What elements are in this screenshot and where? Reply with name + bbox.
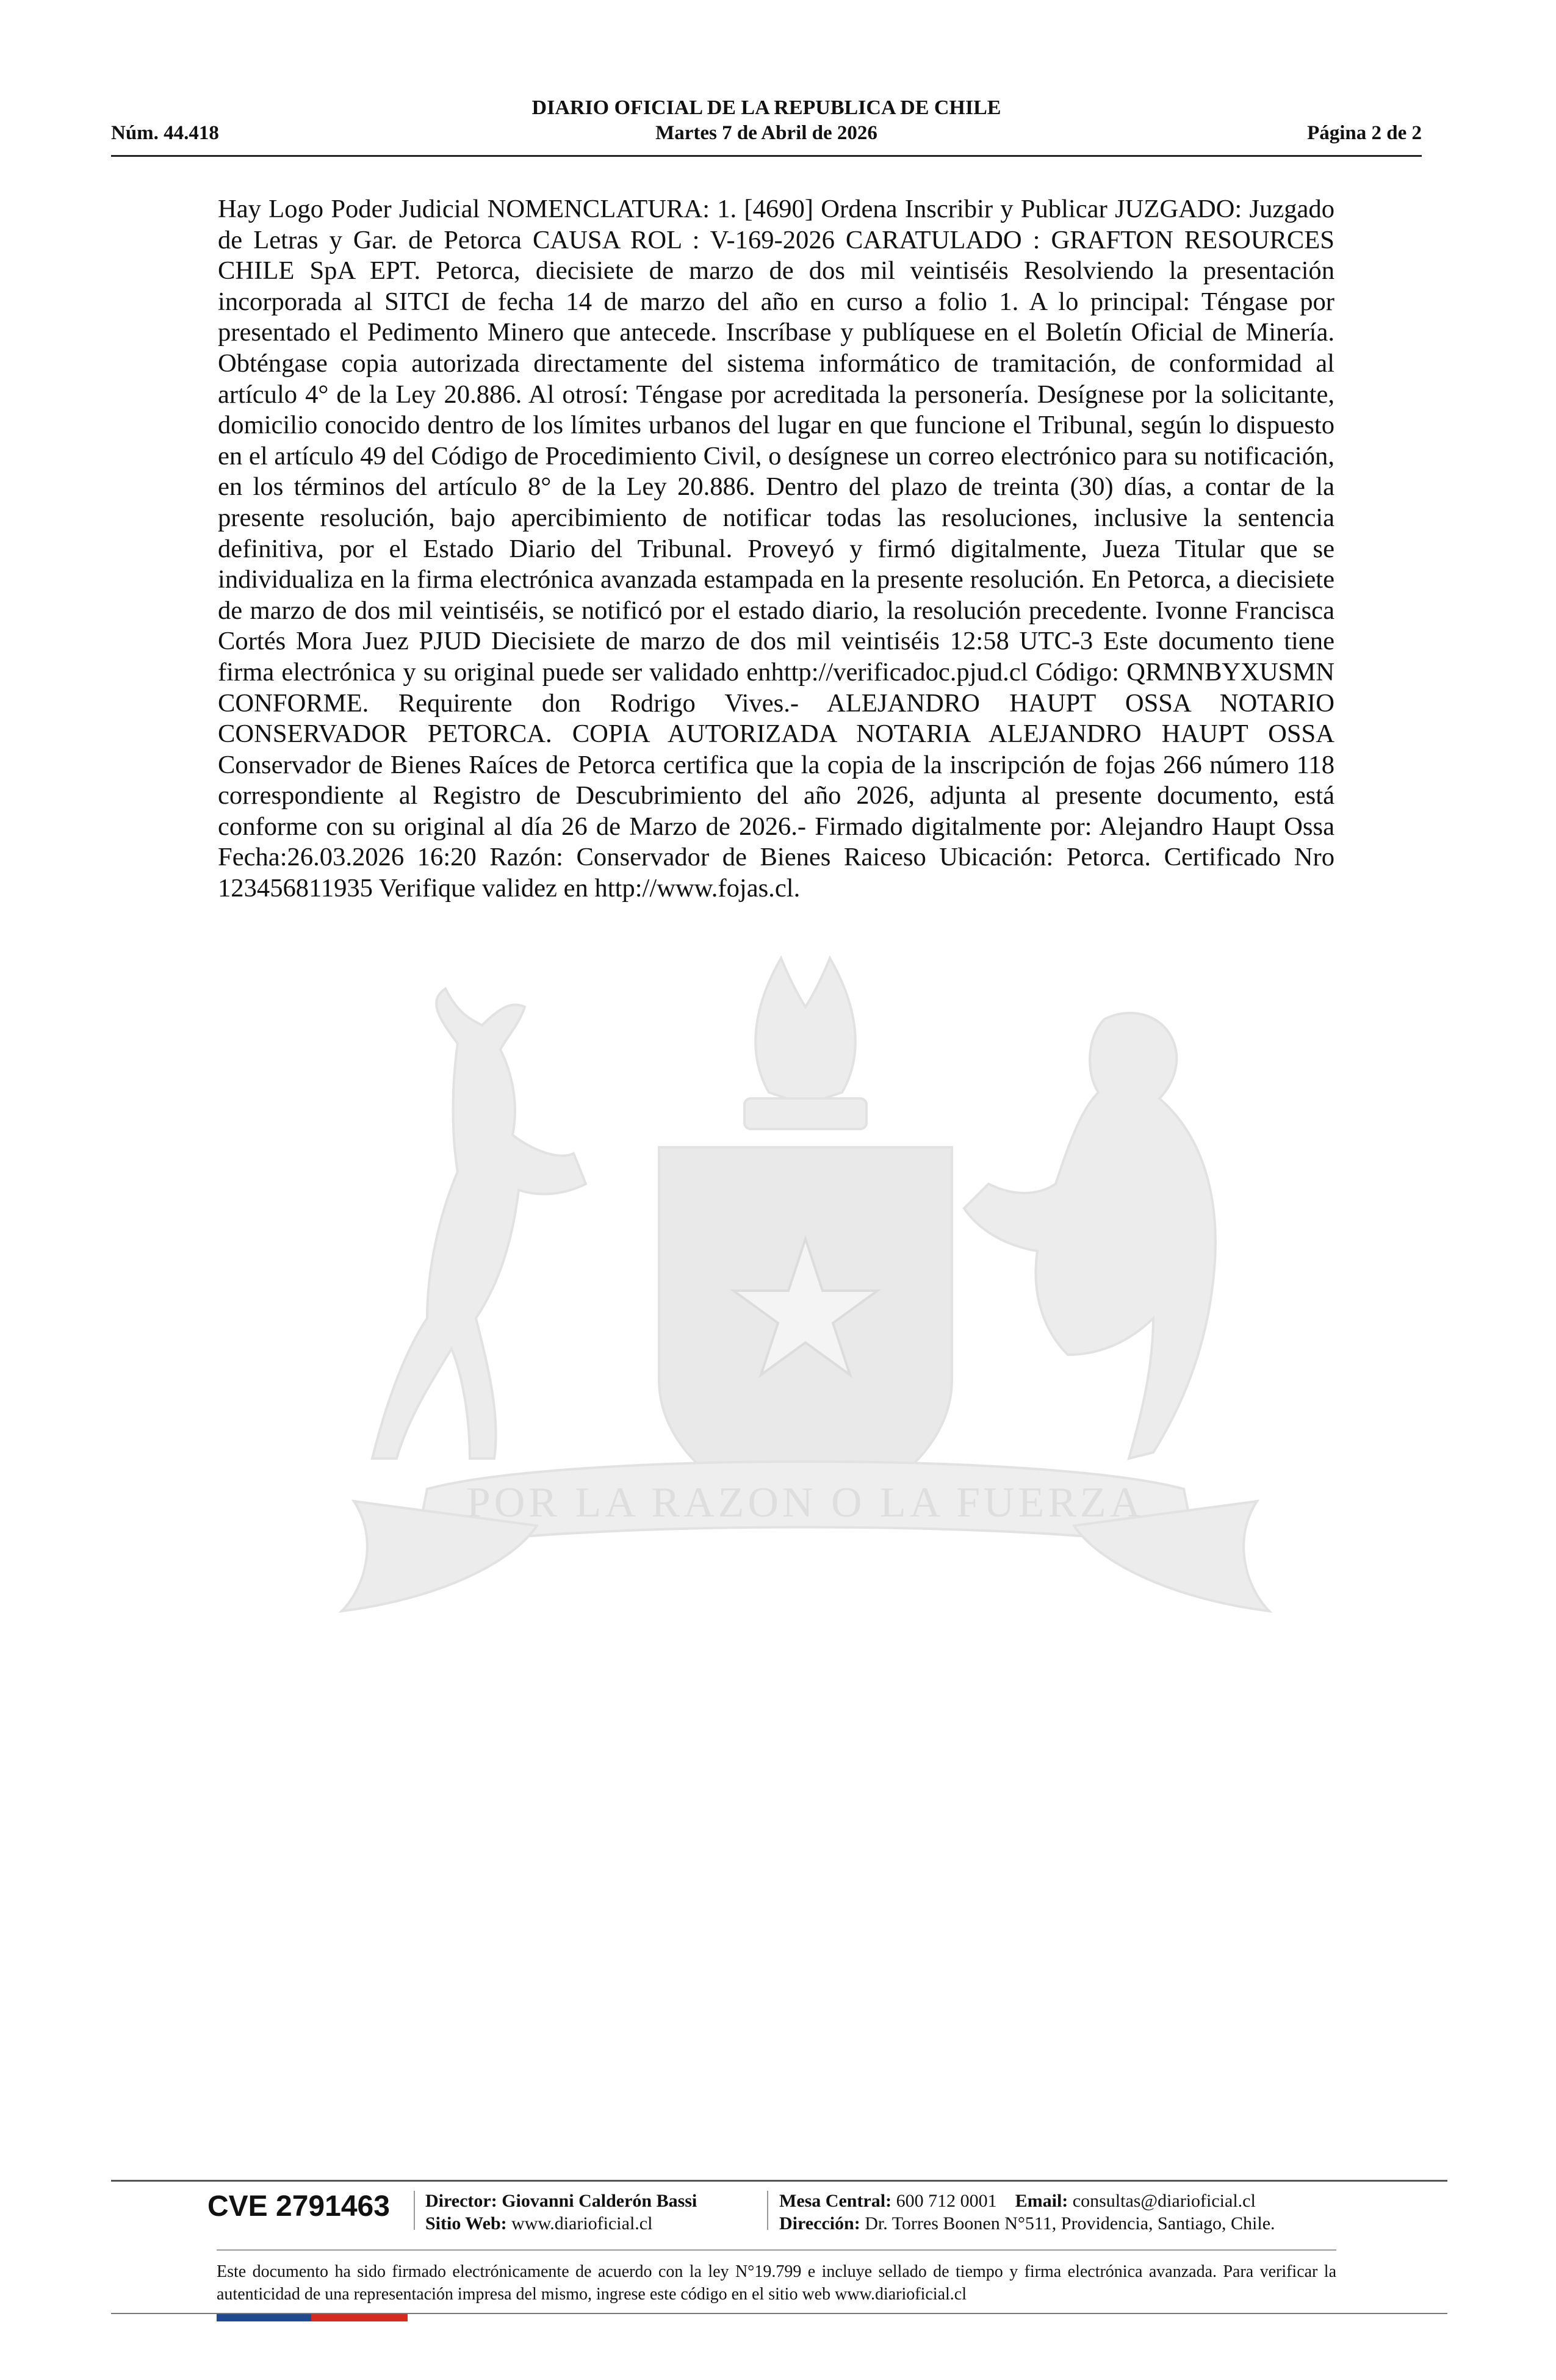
coat-of-arms-watermark [317, 952, 1294, 1654]
footer-separator [767, 2191, 768, 2230]
signature-note: Este documento ha sido firmado electrónicamente de acuerdo con la ley N°19.799 e incluye sellado de tiempo y firma electrónica avanzada. Para verificar la autenticidad de una representación impresa del mismo, ingrese este código en el sitio web www.diarioficial.cl [217, 2262, 1336, 2304]
header-divider [111, 155, 1422, 157]
address-label: Dirección: [779, 2213, 860, 2234]
director-label: Director: [425, 2191, 497, 2211]
cve-code: CVE 2791463 [207, 2190, 390, 2223]
footer-director-block [425, 2190, 697, 2235]
page-header [111, 92, 1422, 157]
footer-separator [414, 2191, 415, 2230]
newspaper-title: DIARIO OFICIAL DE LA REPUBLICA DE CHILE [531, 96, 1001, 119]
coat-of-arms-motto: POR LA RAZON O LA FUERZA [466, 1479, 1145, 1526]
footer-top-divider [111, 2180, 1447, 2182]
issue-date: Martes 7 de Abril de 2026 [655, 122, 877, 144]
phone-label: Mesa Central: [779, 2191, 892, 2211]
website-label: Sitio Web: [425, 2213, 507, 2234]
website-link[interactable]: www.diarioficial.cl [511, 2213, 653, 2234]
email-address[interactable]: consultas@diarioficial.cl [1072, 2191, 1256, 2211]
footer-contact-block [779, 2190, 1275, 2235]
flag-stripe-red [311, 2314, 408, 2321]
notice-body: Hay Logo Poder Judicial NOMENCLATURA: 1. [4690] Ordena Inscribir y Publicar JUZGADO: Juzgado de Letras y Gar. de Petorca CAUSA ROL : V-169-2026 CARATULADO : GRAFTON RESOURCES CHILE SpA EPT. Petorca, diecisiete de marzo de dos mil veintiséis Resolviendo la presentación incorporada al SITCI de fecha 14 de marzo del año en curso a folio 1. A lo principal: Téngase por presentado el Pedimento Minero que antecede. Inscríbase y publíquese en el Boletín Oficial de Minería. Obténgase copia autorizada directamente del sistema informático de tramitación, de conformidad al artículo 4° de la Ley 20.886. Al otrosí: Téngase por acreditada la personería. Desígnese por la solicitante, domicilio conocido dentro de los límites urbanos del lugar en que funcione el Tribunal, según lo dispuesto en el artículo 49 del Código de Procedimiento Civil, o desígnese un correo electrónico para su notificación, en los términos del artículo 8° de la Ley 20.886. Dentro del plazo de treinta (30) días, a contar de la presente resolución, bajo apercibimiento de notificar todas las resoluciones, inclusive la sentencia definitiva, por el Estado Diario del Tribunal. Proveyó y firmó digitalmente, Jueza Titular que se individualiza en la firma electrónica avanzada estampada en la presente resolución. En Petorca, a diecisiete de marzo de dos mil veintiséis, se notificó por el estado diario, la resolución precedente. Ivonne Francisca Cortés Mora Juez PJUD Diecisiete de marzo de dos mil veintiséis 12:58 UTC-3 Este documento tiene firma electrónica y su original puede ser validado enhttp://verificadoc.pjud.cl Código: QRMNBYXUSMN CONFORME. Requirente don Rodrigo Vives.- ALEJANDRO HAUPT OSSA NOTARIO CONSERVADOR PETORCA. COPIA AUTORIZADA NOTARIA ALEJANDRO HAUPT OSSA Conservador de Bienes Raíces de Petorca certifica que la copia de la inscripción de fojas 266 número 118 correspondiente al Registro de Descubrimiento del año 2026, adjunta al presente documento, está conforme con su original al día 26 de Marzo de 2026.- Firmado digitalmente por: Alejandro Haupt Ossa Fecha:26.03.2026 16:20 Razón: Conservador de Bienes Raiceso Ubicación: Petorca. Certificado Nro 123456811935 Verifique validez en http://www.fojas.cl. [218, 195, 1334, 903]
page-indicator: Página 2 de 2 [1307, 122, 1422, 144]
director-name: Giovanni Calderón Bassi [502, 2191, 697, 2211]
flag-stripe-blue [217, 2314, 311, 2321]
issue-number: Núm. 44.418 [111, 122, 219, 144]
footer-mid-divider [217, 2249, 1336, 2251]
address-value: Dr. Torres Boonen N°511, Providencia, Santiago, Chile. [865, 2213, 1275, 2234]
email-label: Email: [1015, 2191, 1068, 2211]
phone-number: 600 712 0001 [896, 2191, 997, 2211]
